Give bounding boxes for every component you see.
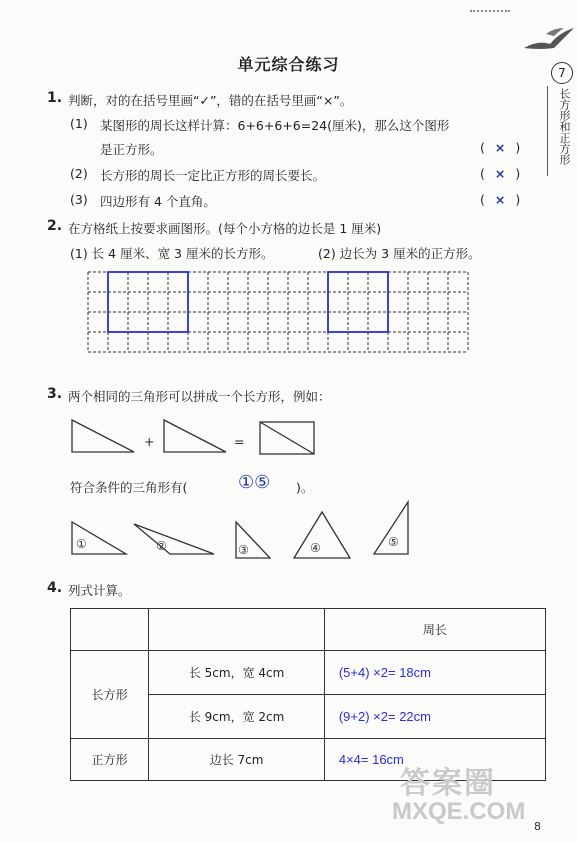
q3-number: 3. (47, 386, 63, 402)
example-triangle-2 (162, 418, 230, 456)
watermark-logo-text: 答案圈 (400, 767, 496, 800)
q1-item1-answer-box: ( × ) (480, 140, 521, 155)
q4-number: 4. (47, 580, 63, 596)
page-title: 单元综合练习 (237, 55, 340, 74)
q3-equals-sign: = (234, 434, 245, 449)
triangle-label-3: ③ (238, 543, 249, 557)
q1-number: 1. (47, 90, 63, 106)
q3-plus-sign: + (144, 434, 155, 449)
q1-item1-line2: 是正方形。 (100, 142, 163, 157)
example-triangle-1 (70, 418, 138, 456)
row3-answer: 4×4= 16cm (324, 739, 545, 781)
triangle-option-1 (70, 518, 130, 558)
side-divider (547, 86, 548, 176)
row2-answer: (9+2) ×2= 22cm (324, 695, 545, 739)
q3-close: )。 (296, 480, 314, 495)
row3-condition: 边长 7cm (149, 739, 325, 781)
q1-item2-answer: × (494, 166, 506, 181)
example-rectangle (258, 420, 316, 456)
watermark-url: MXQE.COM (392, 798, 526, 825)
group-rectangle: 长方形 (71, 651, 149, 739)
q2-sub1: (1) 长 4 厘米、宽 3 厘米的长方形。 (70, 246, 274, 261)
q1-item3-answer-box: ( × ) (480, 192, 521, 207)
row2-condition: 长 9cm，宽 2cm (149, 695, 325, 739)
q1-stem: 判断，对的在括号里画“✓”，错的在括号里画“×”。 (68, 93, 353, 108)
page-number: 8 (534, 820, 541, 833)
triangle-option-3 (232, 520, 274, 560)
header-blank-2 (149, 609, 325, 651)
triangle-label-4: ④ (310, 541, 321, 555)
q3-answer: ①⑤ (238, 472, 271, 493)
header-blank-1 (71, 609, 149, 651)
q1-item2-answer-box: ( × ) (480, 166, 521, 181)
top-specks (470, 10, 510, 16)
header-perimeter: 周长 (324, 609, 545, 651)
unit-badge: 7 (551, 62, 573, 84)
triangle-label-5: ⑤ (388, 535, 399, 549)
triangle-label-2: ② (156, 539, 167, 553)
q1-item1-answer: × (494, 140, 506, 155)
q1-item1-line1: 某图形的周长这样计算：6+6+6+6=24(厘米)，那么这个图形 (100, 118, 450, 133)
graph-paper-grid (86, 268, 470, 376)
perimeter-table (70, 608, 546, 781)
q1-item3-label: (3) (70, 192, 88, 207)
triangle-option-5 (372, 500, 412, 556)
group-square: 正方形 (71, 739, 149, 781)
unit-side-label: 长方形和正方形 (558, 88, 571, 165)
q1-item3-answer: × (494, 192, 506, 207)
q1-item3-text: 四边形有 4 个直角。 (100, 194, 216, 209)
q1-item2-text: 长方形的周长一定比正方形的周长要长。 (100, 168, 326, 183)
q2-stem: 在方格纸上按要求画图形。(每个小方格的边长是 1 厘米) (68, 221, 382, 236)
q3-prompt: 符合条件的三角形有( (70, 480, 188, 495)
triangle-option-4 (292, 510, 354, 560)
row1-condition: 长 5cm，宽 4cm (149, 651, 325, 695)
triangle-label-1: ① (76, 537, 87, 551)
q2-sub2: (2) 边长为 3 厘米的正方形。 (318, 246, 481, 261)
q3-stem: 两个相同的三角形可以拼成一个长方形，例如： (68, 389, 331, 404)
q1-item2-label: (2) (70, 166, 88, 181)
row1-answer: (5+4) ×2= 18cm (324, 651, 545, 695)
q4-stem: 列式计算。 (68, 583, 131, 598)
q2-number: 2. (47, 218, 63, 234)
triangle-option-2 (130, 520, 218, 556)
drawn-square (328, 272, 388, 332)
q1-item1-label: (1) (70, 116, 88, 131)
